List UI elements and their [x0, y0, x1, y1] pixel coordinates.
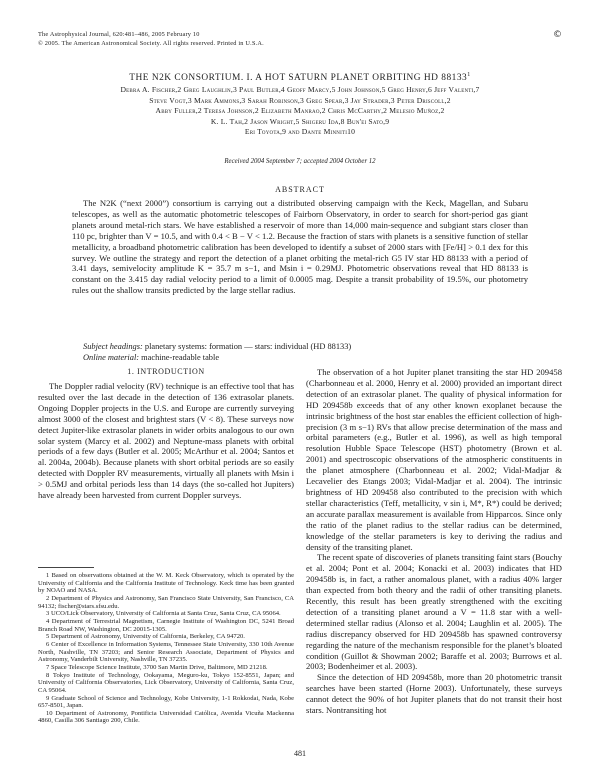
title-footnote-mark: 1	[467, 72, 471, 78]
author-list	[60, 85, 540, 138]
subject-headings	[83, 341, 351, 352]
footnotes	[38, 572, 294, 725]
abstract-heading: ABSTRACT	[275, 185, 325, 194]
right-column	[306, 367, 562, 716]
footnote: 5 Department of Astronomy, University of California, Berkeley, CA 94720.	[46, 633, 245, 641]
journal-header	[38, 30, 264, 48]
intro-paragraph: The Doppler radial velocity (RV) technique is an effective tool that has resulted over the last decade in the detection of 136 extrasolar planets. Ongoing Doppler projects in the U.S. and Europe are currently surveying almost 3000 of the closest and brightest stars (V < 8). These surveys now detect Jupiter-like extrasolar planets in wider orbits analogous to our own solar system (Marcy et al. 2002) and Neptune-mass planets with orbital periods of a few days (Butler et al. 2005; McArthur et al. 2004; Santos et al. 2004a, 2004b). Because planets with short orbital periods are so easily detected with Doppler RV measurements, virtually all planets with Msin i > 0.5MJ and orbital periods less than 14 days (the so-called hot Jupiters) have already been harvested from current Doppler surveys.	[38, 381, 294, 501]
journal-copyright: © 2005. The American Astronomical Society. All rights reserved. Printed in U.S.A.	[38, 40, 264, 47]
received-dates: Received 2004 September 7; accepted 2004 October 12	[224, 158, 376, 165]
online-material-text: machine-readable table	[141, 353, 220, 362]
journal-citation: The Astrophysical Journal, 620:481–486, 2005 February 10	[38, 31, 200, 38]
online-material	[83, 352, 219, 363]
footnote-rule	[38, 567, 94, 568]
footnote: 3 UCO/Lick Observatory, University of California at Santa Cruz, Santa Cruz, CA 95064.	[46, 610, 281, 618]
footnote: 10 Department of Astronomy, Pontificia Universidad Católica, Avenida Vicuña Mackenna 4860, Casilla 306 Santiago 200, Chile.	[38, 709, 294, 725]
footnote: 7 Space Telescope Science Institute, 3700 San Martin Drive, Baltimore, MD 21218.	[46, 663, 268, 671]
author-line: K. L. Tah,2 Jason Wright,5 Shigeru Ida,8 Bun'ei Sato,9	[210, 116, 390, 126]
author-line: Abby Fuller,2 Teresa Johnson,2 Elizabeth Manrao,2 Chris McCarthy,2 Melesio Muñoz,2	[155, 106, 445, 115]
author-line: Steve Vogt,3 Mark Ammons,3 Sarah Robinson,3 Greg Spear,3 Jay Strader,3 Peter Driscoll,2	[149, 95, 451, 105]
footnote: 4 Department of Terrestrial Magnetism, Carnegie Institute of Washington DC, 5241 Broad Branch Road NW, Washington, DC 20015-1305.	[38, 617, 294, 633]
copyright-icon: ©	[553, 30, 562, 40]
footnote: 2 Department of Physics and Astronomy, San Francisco State University, San Francisco, CA 94132; fischer@stars.sfsu.edu.	[38, 594, 294, 610]
paper-title	[0, 72, 600, 83]
section-heading-introduction: 1. INTRODUCTION	[127, 367, 205, 376]
abstract-body: The N2K (“next 2000”) consortium is carrying out a distributed observing campaign with the Keck, Magellan, and Subaru telescopes, as well as the automatic photometric telescopes of Fairborn Observatory, in order to search for short-period gas giant planets around metal-rich stars. We have established a reservoir of more than 14,000 main-sequence and subgiant stars closer than 110 pc, brighter than V = 10.5, and with 0.4 < B − V < 1.2. Because the fraction of stars with planets is a sensitive function of stellar metallicity, a broadband photometric calibration has been developed to identify a subset of 2000 stars with [Fe/H] > 0.1 dex for this survey. We outline the strategy and report the detection of a planet orbiting the metal-rich G5 IV star HD 88133 with a period of 3.41 days, semivelocity amplitude K = 35.7 m s−1, and Msin i = 0.29MJ. Photometric observations reveal that HD 88133 is constant on the 3.415 day radial velocity period to a limit of 0.0005 mag. Despite a transit probability of 19.5%, our photometry rules out the shallow transits predicted by the large stellar radius.	[72, 198, 528, 296]
footnote: 9 Graduate School of Science and Technology, Kobe University, 1-1 Rokkodai, Nada, Kobe 657-8501, Japan.	[38, 694, 294, 710]
page-number: 481	[294, 749, 306, 758]
left-column	[38, 381, 294, 501]
author-line: Debra A. Fischer,2 Greg Laughlin,3 Paul Butler,4 Geoff Marcy,5 John Johnson,5 Greg Henry,6 Jeff Valenti,7	[120, 85, 480, 94]
body-paragraph: The recent spate of discoveries of planets transiting faint stars (Bouchy et al. 2004; Pont et al. 2004; Konacki et al. 2003) indicates that HD 209458b is, in fact, a rather anomalous planet, with a radius 40% larger than expected from both theory and the radii of other transiting planets. Recently, this result has been greatly strengthened with the exciting detection of a transiting planet around a V = 11.8 star with a well-determined stellar radius (Alonso et al. 2004; Laughlin et al. 2005). The radius discrepancy observed for HD 209458b has spawned controversy regarding the nature of the mechanism responsible for the planet’s bloated condition (Guillot & Showman 2002; Baraffe et al. 2003; Burrows et al. 2003; Bodenheimer et al. 2003).	[306, 552, 562, 672]
online-material-label: Online material:	[83, 353, 140, 362]
body-paragraph: Since the detection of HD 209458b, more than 20 photometric transit searches have been started (Horne 2003). Unfortunately, these surveys cannot detect the 90% of hot Jupiter planets that do not transit their host stars. Nontransiting hot	[306, 672, 562, 716]
subject-headings-label: Subject headings:	[83, 342, 143, 351]
footnote: 1 Based on observations obtained at the W. M. Keck Observatory, which is operated by the University of California and the California Institute of Technology. Keck time has been granted by NOAO and NASA.	[38, 572, 294, 595]
subject-headings-text: planetary systems: formation — stars: individual (HD 88133)	[144, 342, 352, 351]
body-paragraph: The observation of a hot Jupiter planet transiting the star HD 209458 (Charbonneau et al. 2000, Henry et al. 2000) provided an important direct detection of an extrasolar planet. The quality of physical information for HD 209458b exceeds that of any other known exoplanet because the intrinsic brightness of the host star enables the efficient collection of high-precision (3 m s−1) RVs that allow precise determination of the mass and orbital parameters (e.g., Butler et al. 1996), as well as high temporal resolution Hubble Space Telescope (HST) photometry (Brown et al. 2001) and spectroscopic observations of the atmospheric constituents in the planet atmosphere (Charbonneau et al. 2002; Vidal-Madjar & Lecavelier des Etangs 2003; Vidal-Madjar et al. 2004). The intrinsic brightness of HD 209458 also contributed to the precision with which stellar characteristics (Teff, metallicity, v sin i, M*, R*) could be derived; an accurate parallax measurement is available from Hipparcos. Since only the ratio of the planet radius to the stellar radius can be determined, knowledge of the stellar parameters is key to deriving the radius and density of the transiting planet.	[306, 367, 562, 552]
footnote: 6 Center of Excellence in Information Systems, Tennessee State University, 330 10th Avenue North, Nashville, TN 37203; and Senior Research Associate, Department of Physics and Astronomy, Vanderbilt University, Nashville, TN 37235.	[38, 640, 294, 664]
paper-title-text: THE N2K CONSORTIUM. I. A HOT SATURN PLANET ORBITING HD 88133	[129, 73, 468, 84]
author-line: Eri Toyota,9 and Dante Minniti10	[244, 127, 356, 136]
footnote: 8 Tokyo Institute of Technology, Ookayama, Meguro-ku, Tokyo 152-8551, Japan; and University of California Observatories, Lick Observatory, University of California, Santa Cruz, CA 95064.	[38, 671, 294, 694]
